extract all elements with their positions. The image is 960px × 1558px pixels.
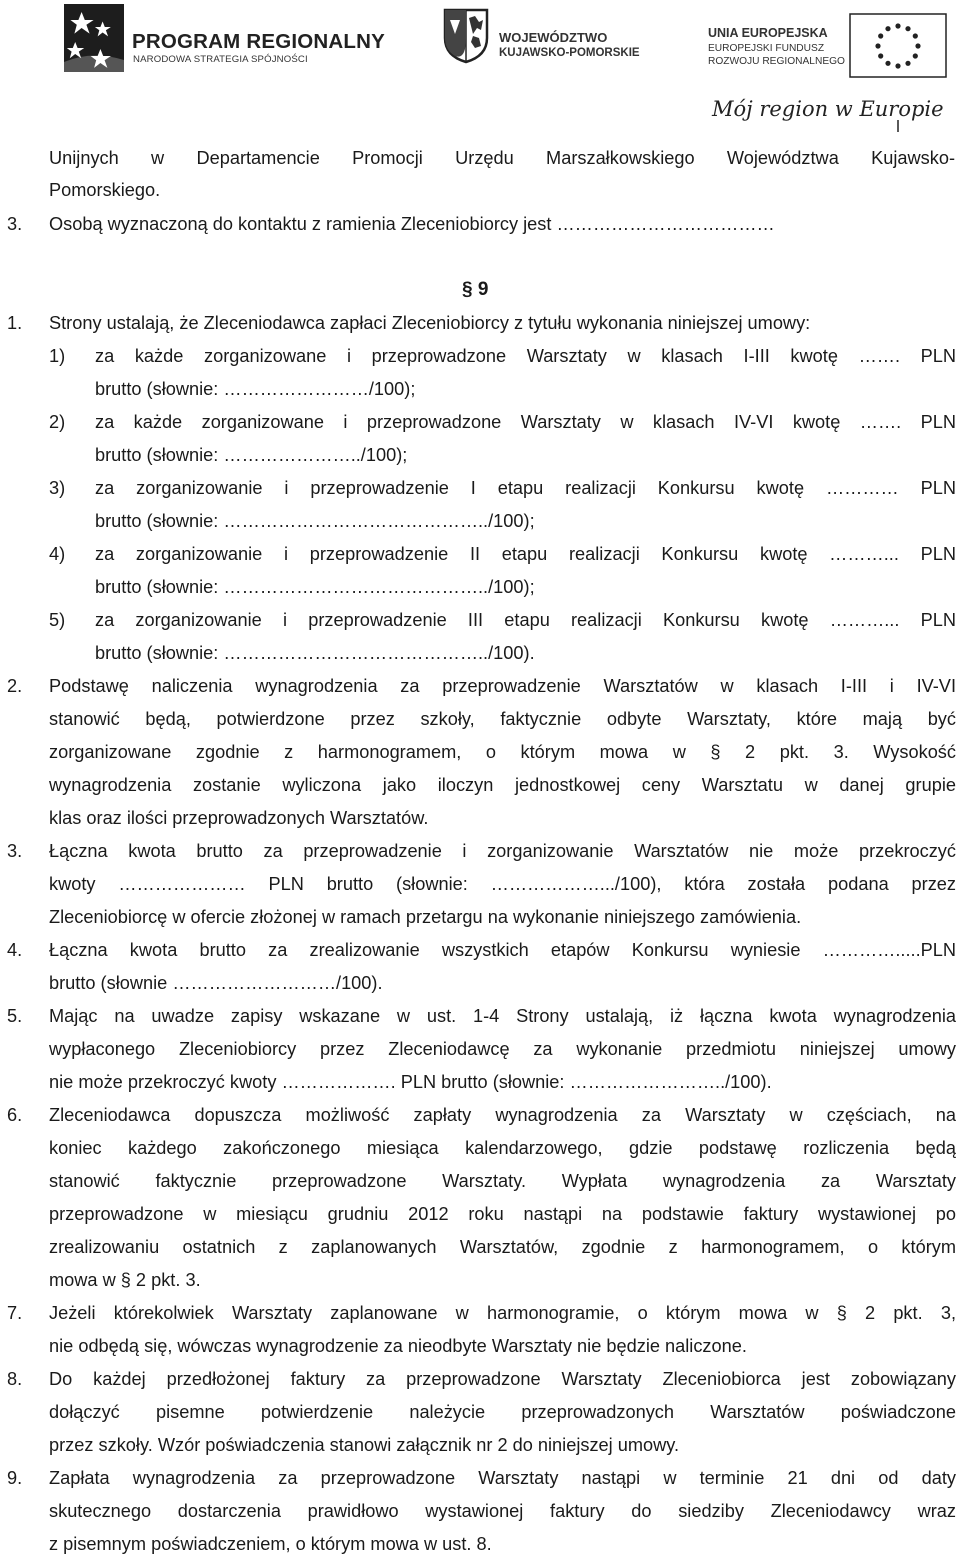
paragraph-2-line-2: Pomorskiego. <box>49 180 161 200</box>
program-regionalny-emblem-icon <box>62 2 126 74</box>
subitem-1-line-2: brutto (słownie: ……………………/100); <box>95 379 416 399</box>
subitem-5-line-1: za zorganizowanie i przeprowadzenie III etapu realizacji Konkursu kwotę ………... PLN <box>95 610 956 630</box>
item-2-line-3: zorganizowane zgodnie z harmonogramem, o którym mowa w § 2 pkt. 3. Wysokość <box>49 742 956 762</box>
item-6-line-2: koniec każdego zakończonego miesiąca kalendarzowego, gdzie podstawę rozliczenia będą <box>49 1138 956 1158</box>
european-union-logo <box>708 10 958 130</box>
item-6-line-6: mowa w § 2 pkt. 3. <box>49 1270 201 1290</box>
item-5-number: 5. <box>7 1006 23 1026</box>
item-4-number: 4. <box>7 940 23 960</box>
item-8-line-3: przez szkoły. Wzór poświadczenia stanowi załącznik nr 2 do niniejszej umowy. <box>49 1435 680 1455</box>
item-5-line-1: Mając na uwadze zapisy wskazane w ust. 1-4 Strony ustalają, iż łączna kwota wynagrodzenia <box>49 1006 956 1026</box>
item-5-line-3: nie może przekroczyć kwoty ………………. PLN brutto (słownie: ……………………../100). <box>49 1072 772 1092</box>
item-4-line-2: brutto (słownie ………………………/100). <box>49 973 383 993</box>
item-1-line-1: Strony ustalają, że Zleceniodawca zapłaci Zleceniobiorcy z tytułu wykonania niniejszej umowy: <box>49 313 811 333</box>
item-9-line-2: skutecznego dostarczenia prawidłowo wystawionej faktury do siedziby Zleceniodawcy wraz <box>49 1501 956 1521</box>
paragraph-3-line-1: Osobą wyznaczoną do kontaktu z ramienia Zleceniobiorcy jest ……………………………… <box>49 214 775 234</box>
item-6-number: 6. <box>7 1105 23 1125</box>
item-2-line-4: wynagrodzenia zostanie wyliczona jako iloczyn jednostkowej ceny Warsztatu w danej grupie <box>49 775 956 795</box>
item-9-line-3: z pisemnym poświadczeniem, o którym mowa w ust. 8. <box>49 1534 492 1554</box>
subitem-2-number: 2) <box>49 412 66 432</box>
item-2-line-2: stanowić będą, potwierdzone przez szkoły, faktycznie odbyte Warsztaty, które mają być <box>49 709 956 729</box>
item-3-number: 3. <box>7 841 23 861</box>
subitem-1-number: 1) <box>49 346 66 366</box>
program-regionalny-logo <box>62 2 386 74</box>
item-7-line-2: nie odbędą się, wówczas wynagrodzenie za nieodbyte Warsztaty nie będzie naliczone. <box>49 1336 747 1356</box>
svg-text:Mój region w Europie: Mój region w Europie <box>712 97 944 121</box>
item-6-line-1: Zleceniodawca dopuszcza możliwość zapłaty wynagrodzenia za Warsztaty w częściach, na <box>49 1105 956 1125</box>
subitem-4-line-1: za zorganizowanie i przeprowadzenie II etapu realizacji Konkursu kwotę ………... PLN <box>95 544 956 564</box>
eu-flag-icon <box>850 14 946 77</box>
subitem-3-number: 3) <box>49 478 66 498</box>
section-title: § 9 <box>462 279 489 300</box>
voivodeship-line2: KUJAWSKO-POMORSKIE <box>499 47 640 59</box>
item-3-line-3: Zleceniobiorcę w ofercie złożonej w ramach przetargu na wykonanie niniejszego zamówienia. <box>49 907 802 927</box>
item-9-line-1: Zapłata wynagrodzenia za przeprowadzone Warsztaty nastąpi w terminie 21 dni od daty <box>49 1468 956 1488</box>
subitem-5-line-2: brutto (słownie: ……………………………………../100). <box>95 643 535 663</box>
slogan-signature-icon <box>708 86 944 134</box>
subitem-1-line-1: za każde zorganizowane i przeprowadzone Warsztaty w klasach I-III kwotę ……. PLN <box>95 346 956 366</box>
item-2-line-5: klas oraz ilości przeprowadzonych Warsztatów. <box>49 808 429 828</box>
subitem-4-number: 4) <box>49 544 66 564</box>
item-2-line-1: Podstawę naliczenia wynagrodzenia za przeprowadzenie Warsztatów w klasach I-III i IV-VI <box>49 676 956 696</box>
eu-line1: UNIA EUROPEJSKA <box>708 26 828 40</box>
item-6-line-3: stanowić faktycznie przeprowadzone Warsztaty. Wypłata wynagrodzenia za Warsztaty <box>49 1171 956 1191</box>
program-subtitle: NARODOWA STRATEGIA SPÓJNOŚCI <box>133 54 308 65</box>
eu-line3: ROZWOJU REGIONALNEGO <box>708 56 845 67</box>
eu-line2: EUROPEJSKI FUNDUSZ <box>708 43 825 54</box>
item-7-number: 7. <box>7 1303 23 1323</box>
paragraph-3-number: 3. <box>7 214 23 234</box>
subitem-3-line-2: brutto (słownie: ……………………………………../100); <box>95 511 535 531</box>
program-title: PROGRAM REGIONALNY <box>132 30 386 53</box>
item-8-line-2: dołączyć pisemne potwierdzenie należycie przeprowadzonych Warsztatów poświadczone <box>49 1402 956 1422</box>
subitem-2-line-2: brutto (słownie: …………………../100); <box>95 445 408 465</box>
item-9-number: 9. <box>7 1468 23 1488</box>
voivodeship-crest-icon <box>443 8 489 64</box>
item-8-number: 8. <box>7 1369 23 1389</box>
document-header <box>0 0 960 135</box>
item-6-line-5: zrealizowaniu ostatnich z zaplanowanych Warsztatów, zgodnie z harmonogramem, o którym <box>49 1237 956 1257</box>
subitem-2-line-1: za każde zorganizowane i przeprowadzone Warsztaty w klasach IV-VI kwotę ……. PLN <box>95 412 956 432</box>
item-3-line-1: Łączna kwota brutto za przeprowadzenie i zorganizowanie Warsztatów nie może przekroczyć <box>49 841 956 861</box>
voivodeship-logo <box>443 8 643 68</box>
item-2-number: 2. <box>7 676 23 696</box>
subitem-4-line-2: brutto (słownie: ……………………………………../100); <box>95 577 535 597</box>
item-1-number: 1. <box>7 313 23 333</box>
subitem-5-number: 5) <box>49 610 66 630</box>
subitem-3-line-1: za zorganizowanie i przeprowadzenie I etapu realizacji Konkursu kwotę ………… PLN <box>95 478 956 498</box>
item-4-line-1: Łączna kwota brutto za zrealizowanie wszystkich etapów Konkursu wyniesie ………….....PLN <box>49 940 956 960</box>
voivodeship-line1: WOJEWÓDZTWO <box>499 30 608 45</box>
item-3-line-2: kwoty ………………… PLN brutto (słownie: ……………….../100), która została podana przez <box>49 874 956 894</box>
item-7-line-1: Jeżeli którekolwiek Warsztaty zaplanowane w harmonogramie, o którym mowa w § 2 pkt. 3, <box>49 1303 956 1323</box>
paragraph-2-line-1: Unijnych w Departamencie Promocji Urzędu Marszałkowskiego Województwa Kujawsko- <box>49 148 955 168</box>
item-5-line-2: wypłaconego Zleceniobiorcy przez Zleceniodawcę za wykonanie przedmiotu niniejszej umowy <box>49 1039 956 1059</box>
item-8-line-1: Do każdej przedłożonej faktury za przeprowadzone Warsztaty Zleceniobiorca jest zobowiązany <box>49 1369 956 1389</box>
item-6-line-4: przeprowadzone w miesiącu grudniu 2012 roku nastąpi na podstawie faktury wystawionej po <box>49 1204 956 1224</box>
